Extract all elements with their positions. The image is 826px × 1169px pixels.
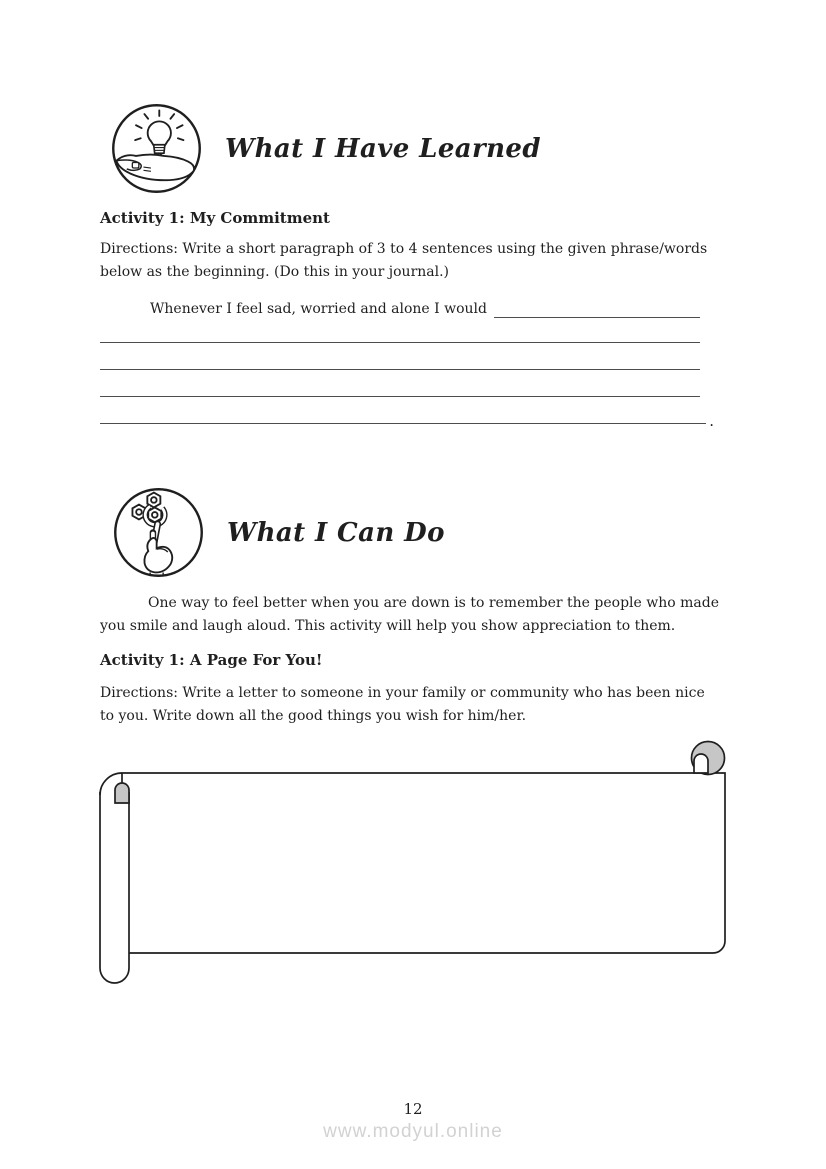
activity-1-directions xyxy=(100,238,707,283)
writing-line xyxy=(100,370,700,397)
section-header-what-i-have-learned xyxy=(110,102,541,195)
text-line: One way to feel better when you are down is to remember the people who made xyxy=(148,595,719,611)
text-line: to you. Write down all the good things you wish for him/her. xyxy=(100,707,527,724)
sentence-starter-text: Whenever I feel sad, worried and alone I would xyxy=(150,301,487,317)
section-2-intro-paragraph xyxy=(100,592,719,637)
text-line: Directions: Write a short paragraph of 3 to 4 sentences using the given phrase/words xyxy=(100,241,708,257)
blank-letter-scroll-graphic xyxy=(98,740,730,990)
activity-1-commitment-heading: Activity 1: My Commitment xyxy=(100,209,330,227)
site-url-watermark: www.modyul.online xyxy=(323,1121,503,1142)
lightbulb-in-hand-icon xyxy=(110,102,203,195)
text-line: Directions: Write a letter to someone in your family or community who has been nice xyxy=(100,685,705,701)
text-line: you smile and laugh aloud. This activity will help you show appreciation to them. xyxy=(100,617,676,634)
writing-lines-block xyxy=(100,316,714,430)
hand-holding-wrench-icon xyxy=(112,486,205,579)
writing-line xyxy=(100,397,714,430)
sentence-end-period: . xyxy=(709,412,714,430)
section-title-what-i-have-learned: What I Have Learned xyxy=(225,133,541,164)
text-line: below as the beginning. (Do this in your journal.) xyxy=(100,263,450,280)
writing-line xyxy=(100,316,700,343)
activity-page-for-you-directions xyxy=(100,682,705,727)
section-title-what-i-can-do: What I Can Do xyxy=(227,517,445,548)
activity-1-page-for-you-heading: Activity 1: A Page For You! xyxy=(100,651,323,669)
writing-line xyxy=(100,343,700,370)
section-header-what-i-can-do xyxy=(112,486,445,579)
page-number: 12 xyxy=(403,1100,423,1118)
